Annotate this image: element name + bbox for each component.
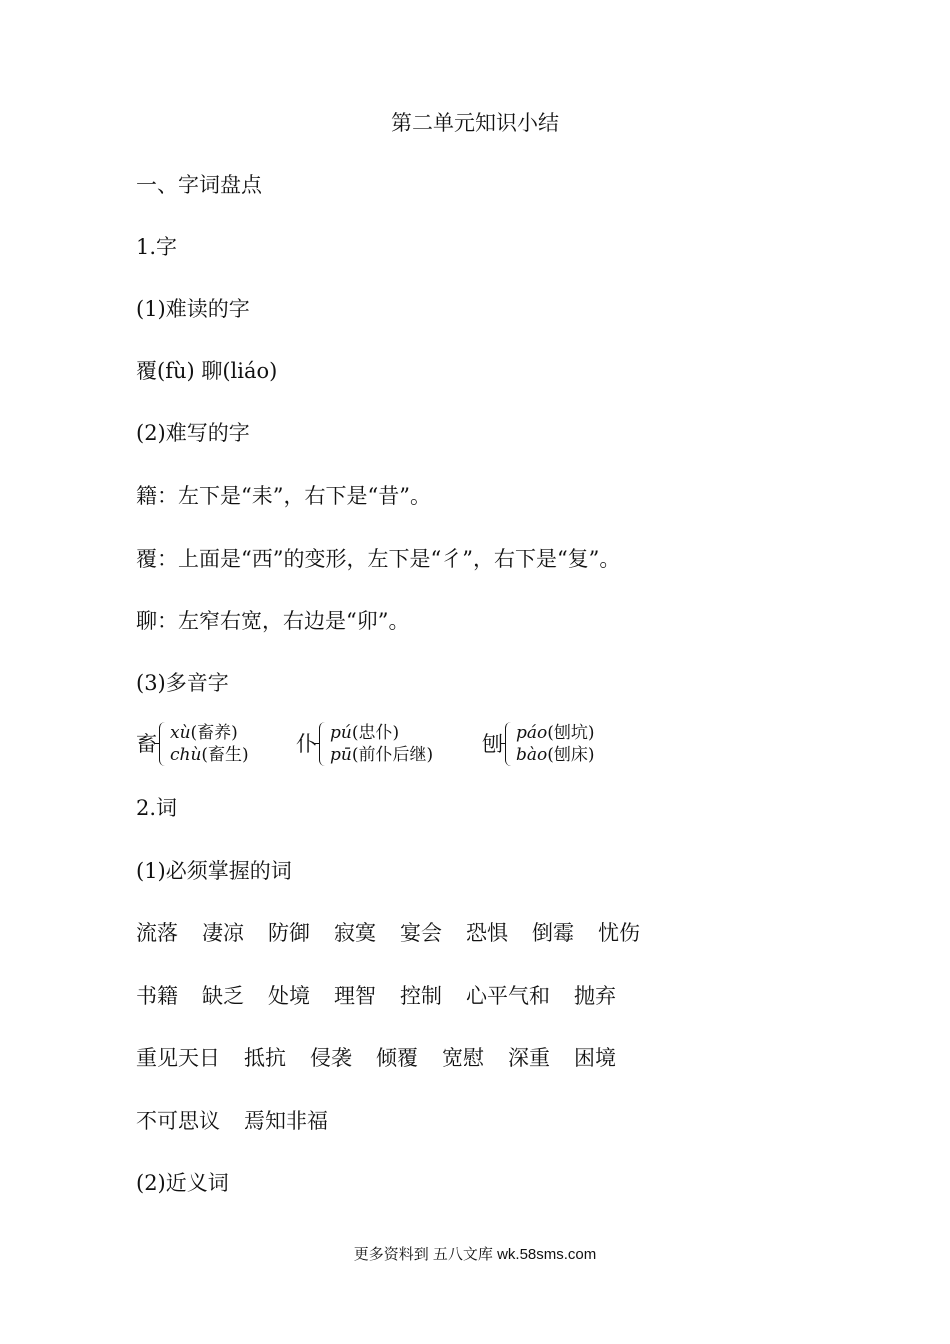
hard-write-heading: (2)难写的字	[136, 421, 250, 445]
vocab-word: 心平气和	[466, 984, 550, 1008]
example-word: (刨床)	[547, 745, 595, 765]
vocab-word: 困境	[574, 1046, 616, 1070]
vocab-word: 重见天日	[136, 1046, 220, 1070]
polyphonic-entry	[296, 718, 433, 770]
brace	[505, 722, 512, 766]
brace	[319, 722, 326, 766]
vocab-word: 恐惧	[466, 921, 508, 945]
example-word: (刨坑)	[547, 723, 595, 743]
polyphonic-char: 刨	[482, 732, 503, 756]
vocab-word: 宽慰	[442, 1046, 484, 1070]
polyphonic-char: 畜	[136, 732, 157, 756]
pinyin: chù	[170, 745, 202, 765]
vocab-word: 宴会	[400, 921, 442, 945]
vocab-word: 倾覆	[376, 1046, 418, 1070]
vocab-word: 缺乏	[202, 984, 244, 1008]
pinyin: bào	[516, 745, 548, 765]
vocab-word: 处境	[268, 984, 310, 1008]
vocab-word: 不可思议	[136, 1109, 220, 1133]
hard-write-item: 籍：左下是“耒”，右下是“昔”。	[136, 484, 431, 508]
polyphonic-entry	[482, 718, 595, 770]
word-row	[136, 1106, 352, 1136]
vocab-word: 倒霉	[532, 921, 574, 945]
vocab-word: 控制	[400, 984, 442, 1008]
vocab-word: 焉知非福	[244, 1109, 328, 1133]
footer-source-link[interactable]: 更多资料到 五八文库 wk.58sms.com	[353, 1246, 597, 1263]
vocab-word: 抛弃	[574, 984, 616, 1008]
vocab-word: 深重	[508, 1046, 550, 1070]
subsection-heading-char: 1.字	[136, 235, 178, 259]
brace	[159, 722, 166, 766]
synonyms-heading: (2)近义词	[136, 1171, 229, 1195]
vocab-word: 抵抗	[244, 1046, 286, 1070]
example-word: (前仆后继)	[351, 745, 434, 765]
polyphonic-char: 仆	[296, 732, 317, 756]
polyphonic-entry	[136, 718, 249, 770]
vocab-word: 防御	[268, 921, 310, 945]
must-master-heading: (1)必须掌握的词	[136, 859, 292, 883]
hard-read-heading: (1)难读的字	[136, 297, 250, 321]
vocab-word: 理智	[334, 984, 376, 1008]
vocab-word: 流落	[136, 921, 178, 945]
vocab-word: 书籍	[136, 984, 178, 1008]
pinyin: páo	[516, 723, 548, 743]
vocab-word: 寂寞	[334, 921, 376, 945]
example-word: (畜生)	[201, 745, 249, 765]
hard-read-line: 覆(fù) 聊(liáo)	[136, 359, 278, 383]
hard-write-item: 覆：上面是“西”的变形，左下是“彳”，右下是“复”。	[136, 547, 621, 571]
example-word: (畜养)	[190, 723, 238, 743]
word-row	[136, 1043, 640, 1073]
pinyin: pú	[330, 723, 352, 743]
vocab-word: 忧伤	[598, 921, 640, 945]
polyphonic-heading: (3)多音字	[136, 671, 229, 695]
section-heading: 一、字词盘点	[136, 173, 262, 197]
word-row	[136, 918, 664, 948]
pinyin: xù	[170, 723, 191, 743]
example-word: (忠仆)	[351, 723, 400, 743]
page-title: 第二单元知识小结	[391, 111, 559, 135]
pinyin: pū	[330, 745, 352, 765]
hard-write-item: 聊：左窄右宽，右边是“卯”。	[136, 609, 410, 633]
word-row	[136, 981, 640, 1011]
subsection-heading-word: 2.词	[136, 796, 178, 820]
vocab-word: 凄凉	[202, 921, 244, 945]
vocab-word: 侵袭	[310, 1046, 352, 1070]
